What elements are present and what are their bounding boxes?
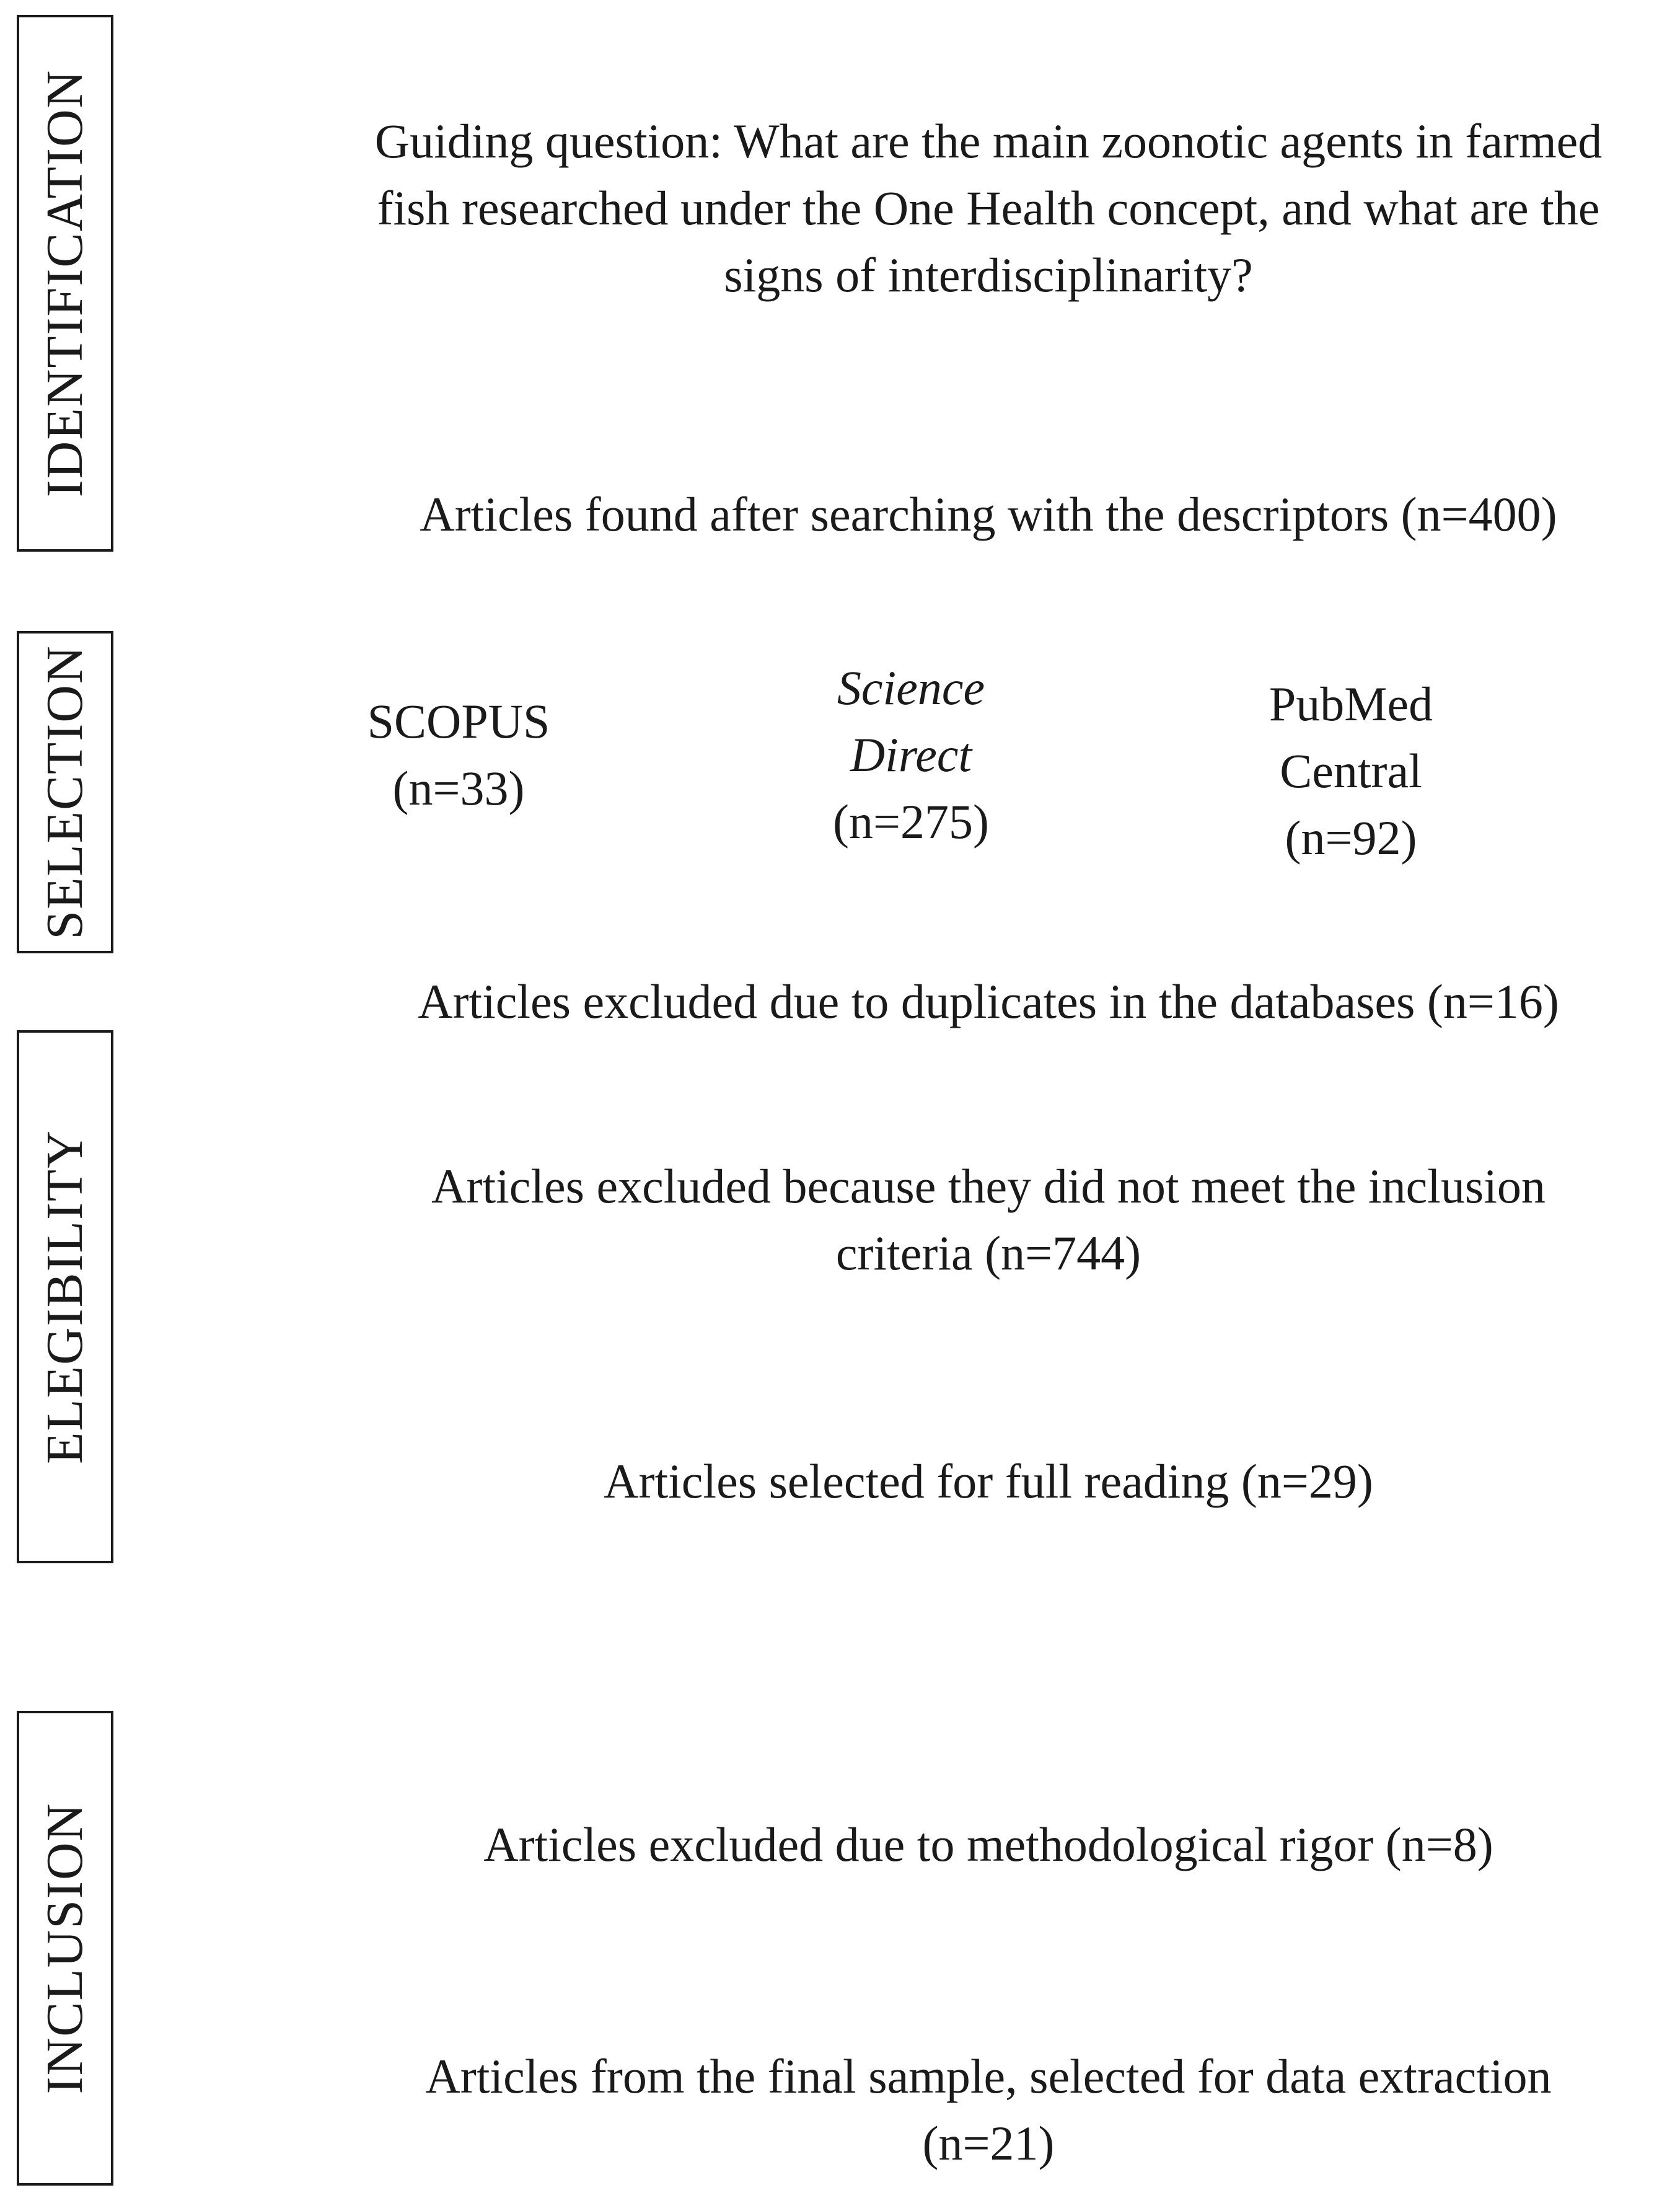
stage-label-elegibility: ELEGIBILITY xyxy=(36,1129,94,1464)
stage-box-selection xyxy=(17,631,113,953)
database-science-direct-count: (n=275) xyxy=(833,795,989,849)
selected-full-reading: Articles selected for full reading (n=29) xyxy=(604,1454,1373,1508)
database-science-direct-name-line-2: Direct xyxy=(850,728,972,782)
database-pubmed-central xyxy=(1227,671,1475,872)
excluded-criteria-line-1: Articles excluded because they did not meet the inclusion xyxy=(431,1159,1546,1213)
stage-box-identification xyxy=(17,15,113,552)
guiding-question-line-3: signs of interdisciplinarity? xyxy=(724,248,1253,302)
database-pubmed-name-line-1: PubMed xyxy=(1269,677,1433,731)
excluded-criteria xyxy=(297,1153,1679,1287)
stage-label-inclusion: INCLUSION xyxy=(36,1802,94,2094)
stage-box-inclusion xyxy=(17,1711,113,2186)
stage-label-identification: IDENTIFICATION xyxy=(36,69,94,498)
stage-box-elegibility xyxy=(17,1030,113,1563)
articles-found: Articles found after searching with the descriptors (n=400) xyxy=(420,487,1557,541)
database-scopus xyxy=(335,688,583,822)
stage-label-selection: SELECTION xyxy=(36,645,94,940)
excluded-rigor: Articles excluded due to methodological rigor (n=8) xyxy=(483,1817,1493,1871)
final-sample-line-2: (n=21) xyxy=(922,2116,1055,2170)
database-science-direct xyxy=(787,655,1035,855)
database-pubmed-count: (n=92) xyxy=(1285,811,1417,865)
final-sample-line-1: Articles from the final sample, selected for data extraction xyxy=(425,2049,1552,2103)
excluded-criteria-line-2: criteria (n=744) xyxy=(835,1226,1141,1280)
excluded-duplicates: Articles excluded due to duplicates in the databases (n=16) xyxy=(418,974,1559,1028)
database-scopus-name: SCOPUS xyxy=(367,694,550,748)
database-science-direct-name-line-1: Science xyxy=(837,661,985,715)
database-pubmed-name-line-2: Central xyxy=(1280,744,1422,798)
guiding-question-line-2: fish researched under the One Health concept, and what are the xyxy=(377,181,1600,235)
guiding-question-line-1: Guiding question: What are the main zoonotic agents in farmed xyxy=(374,114,1603,168)
final-sample xyxy=(297,2043,1679,2177)
database-scopus-count: (n=33) xyxy=(392,761,525,815)
guiding-question xyxy=(297,108,1679,309)
